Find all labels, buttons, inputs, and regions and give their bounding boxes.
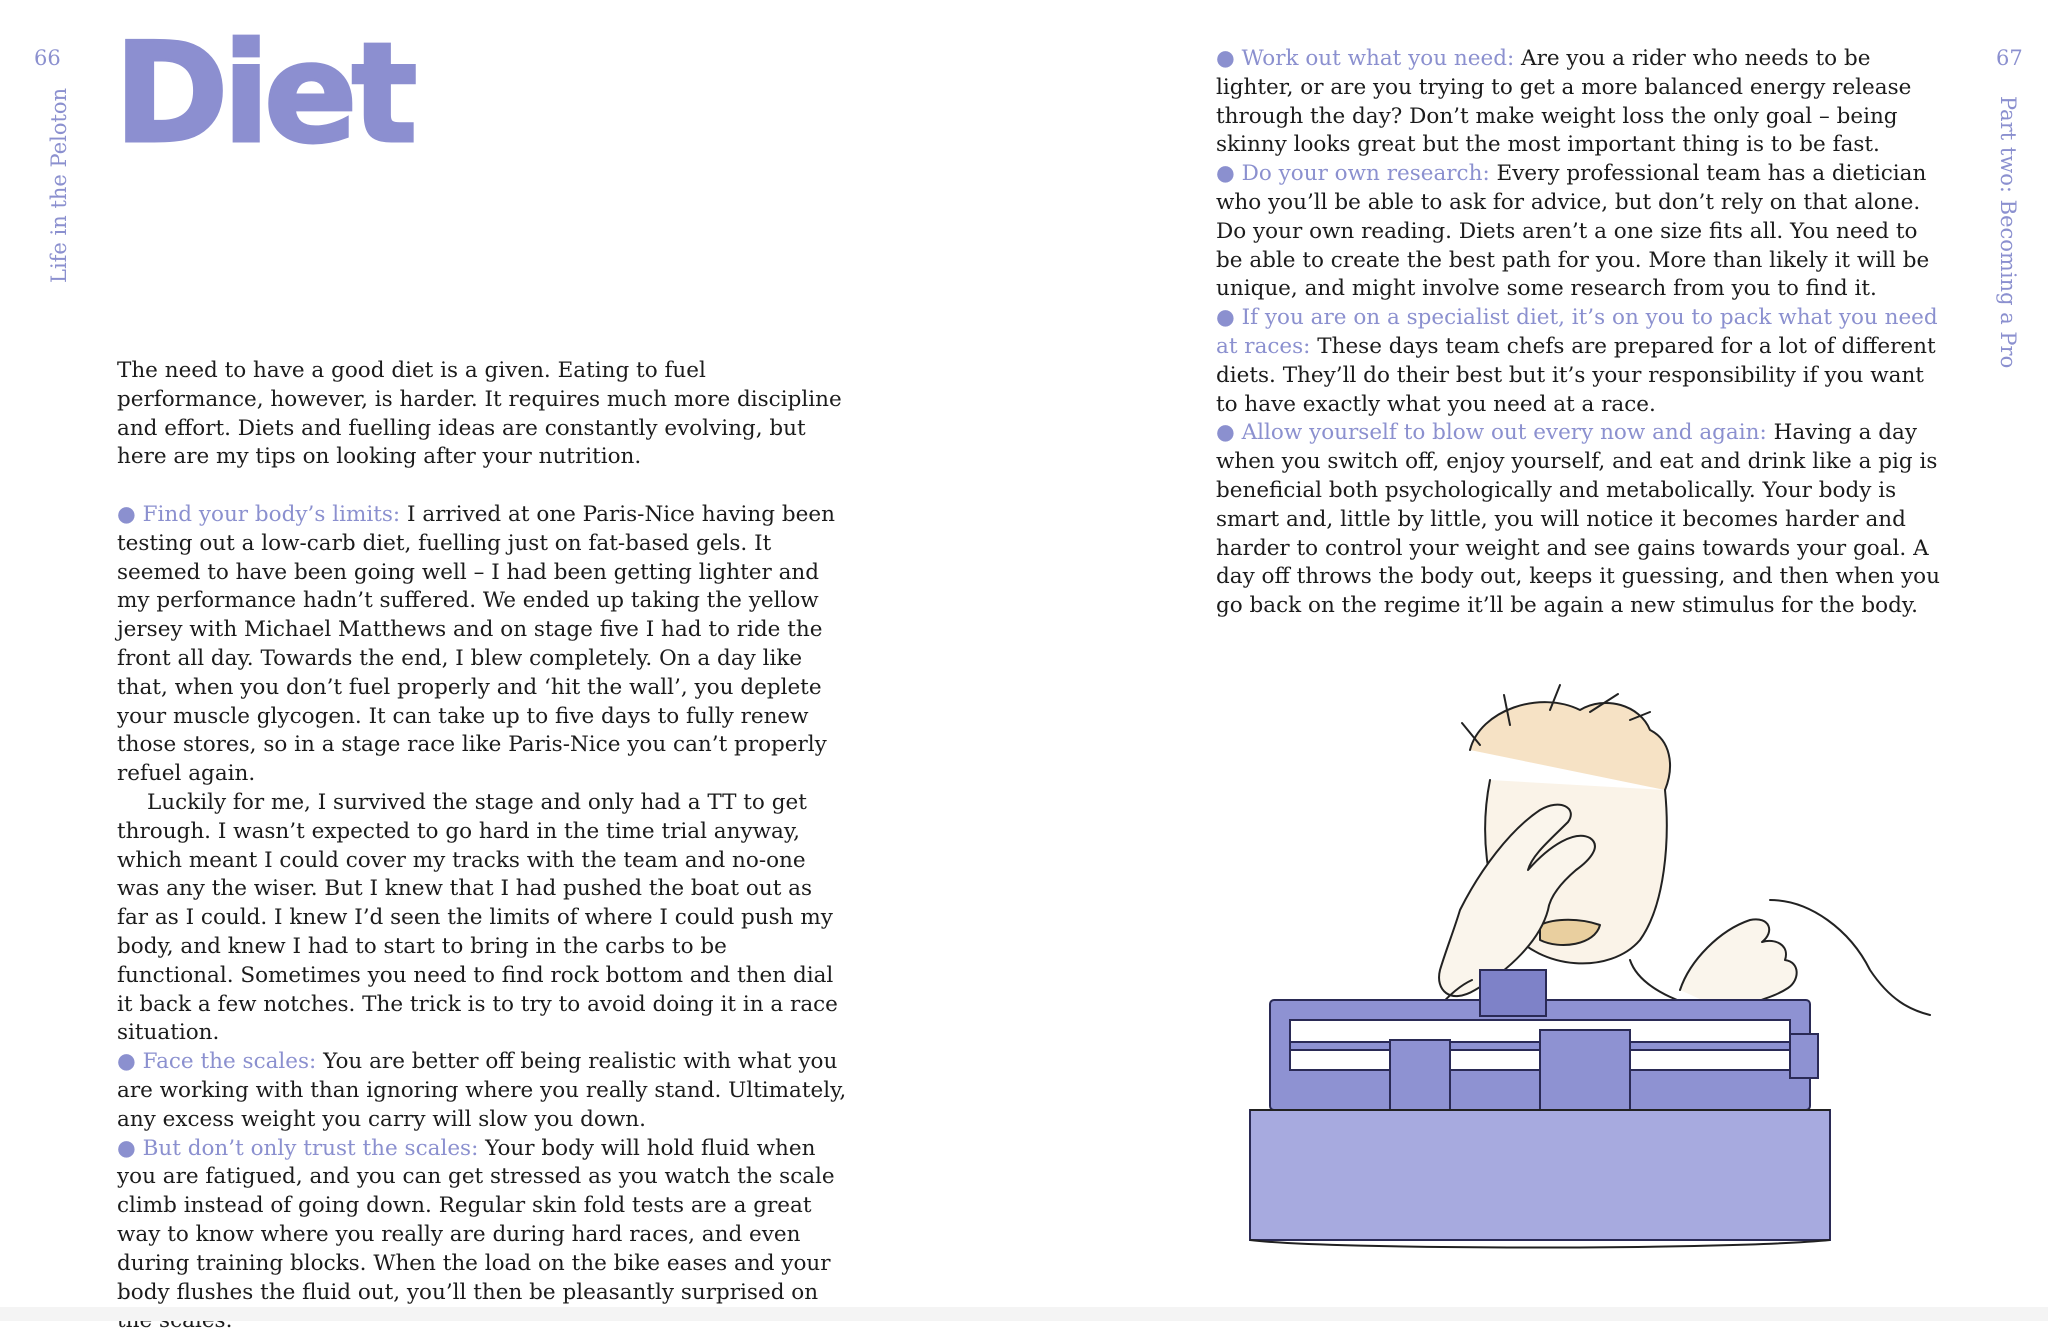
tip-face-scales <box>117 1048 847 1134</box>
running-head-left: Life in the Peloton <box>47 87 71 283</box>
sliding-weight-small <box>1480 970 1546 1016</box>
tip-find-limits <box>117 501 847 789</box>
tip-lead: But don’t only trust the scales: <box>142 1135 479 1161</box>
bullet-icon: ● <box>1216 161 1235 187</box>
tip-dont-trust-scales <box>117 1135 847 1336</box>
continuation-paragraph: Luckily for me, I survived the stage and only had a TT to get through. I wasn’t expected to go hard in the time trial anyway, which meant I could cover my tracks with the team and no-one was any the wiser. But I knew that I had pushed the boat out as far as I could. I knew I’d seen the limits of where I could push my body, and knew I had to start to bring in the carbs to be functional. Sometimes you need to find rock bottom and then dial it back a few notches. The trick is to try to avoid doing it in a race situation. <box>117 789 838 1046</box>
page-number-right: 67 <box>1996 46 2023 70</box>
tip-specialist-diet <box>1216 304 1946 419</box>
tip-lead: Find your body’s limits: <box>142 501 401 527</box>
bullet-icon: ● <box>117 1135 136 1161</box>
right-column <box>1216 45 1946 621</box>
scale-base-line <box>1250 1240 1830 1248</box>
tip-text: Every professional team has a dietician who you’ll be able to ask for advice, but don’t rely on that alone. Do your own reading. Diets aren’t a one size fits all. You need to be able to create the best path for you. More than likely it will be unique, and might involve some research from you to find it. <box>1216 161 1930 302</box>
tip-lead: Do your own research: <box>1241 161 1490 187</box>
tip-text: You are better off being realistic with what you are working with than ignoring where you really stand. Ultimately, any excess weight you carry will slow you down. <box>117 1049 847 1132</box>
page-number-left: 66 <box>34 46 61 70</box>
tip-lead: Work out what you need: <box>1241 46 1515 71</box>
scale-illustration <box>1210 670 1970 1290</box>
footer-strip <box>0 1307 2048 1321</box>
left-column <box>117 357 847 1336</box>
chapter-title: Diet <box>114 13 412 174</box>
running-head-right: Part two: Becoming a Pro <box>1996 96 2020 369</box>
tip-text: These days team chefs are prepared for a lot of different diets. They’ll do their best but it’s your responsibility if you want to have exactly what you need at a race. <box>1216 333 1936 417</box>
scale <box>1250 970 1830 1248</box>
tip-own-research <box>1216 160 1946 304</box>
tip-text: Having a day when you switch off, enjoy yourself, and eat and drink like a pig is beneficial both psychologically and metabolically. Your body is smart and, little by little, you will notice it becomes harder and harder to control your weight and see gains towards your goal. A day off throws the body out, keeps it guessing, and then when you go back on the regime it’ll be again a new stimulus for the body. <box>1216 420 1940 619</box>
tip-text: I arrived at one Paris-Nice having been testing out a low-carb diet, fuelling just on fat-based gels. It seemed to have been going well – I had been getting lighter and my performance hadn’t suffered. We ended up taking the yellow jersey with Michael Matthews and on stage five I had to ride the front all day. Towards the end, I blew completely. On a day like that, when you don’t fuel properly and ‘hit the wall’, you deplete your muscle glycogen. It can take up to five days to fully renew those stores, so in a stage race like Paris-Nice you can’t properly refuel again. <box>117 501 835 787</box>
tip-lead: Allow yourself to blow out every now and again: <box>1241 420 1767 446</box>
tip-work-out-needs <box>1216 45 1946 160</box>
tip-text: Your body will hold fluid when you are fatigued, and you can get stressed as you watch the scale climb instead of going down. Regular skin fold tests are a great way to know where you really are during hard races, and even during training blocks. When the load on the bike eases and your body flushes the fluid out, you’ll then be pleasantly surprised on <box>117 1135 835 1305</box>
bullet-icon: ● <box>117 501 136 527</box>
counterweight <box>1790 1034 1818 1078</box>
bullet-icon: ● <box>117 1049 136 1075</box>
bullet-icon: ● <box>1216 420 1235 446</box>
sliding-weight-large <box>1390 1040 1450 1120</box>
bullet-icon: ● <box>1216 46 1235 71</box>
intro-paragraph: The need to have a good diet is a given. Eating to fuel performance, however, is harder. It requires much more discipline and effort. Diets and fuelling ideas are constantly evolving, but here are my tips on looking after your nutrition. <box>117 358 842 470</box>
tip-lead: If you are on a specialist diet, it’s on you to pack what you need at races: <box>1216 305 1938 359</box>
scale-body <box>1250 1110 1830 1240</box>
tip-text: Are you a rider who needs to be lighter, or are you trying to get a more balanced energy release through the day? Don’t make weight loss the only goal – being skinny looks great but the most important thing is to be fast. <box>1216 46 1912 158</box>
bullet-icon: ● <box>1216 305 1235 331</box>
tip-lead: Face the scales: <box>142 1049 317 1075</box>
tip-blow-out <box>1216 419 1946 621</box>
